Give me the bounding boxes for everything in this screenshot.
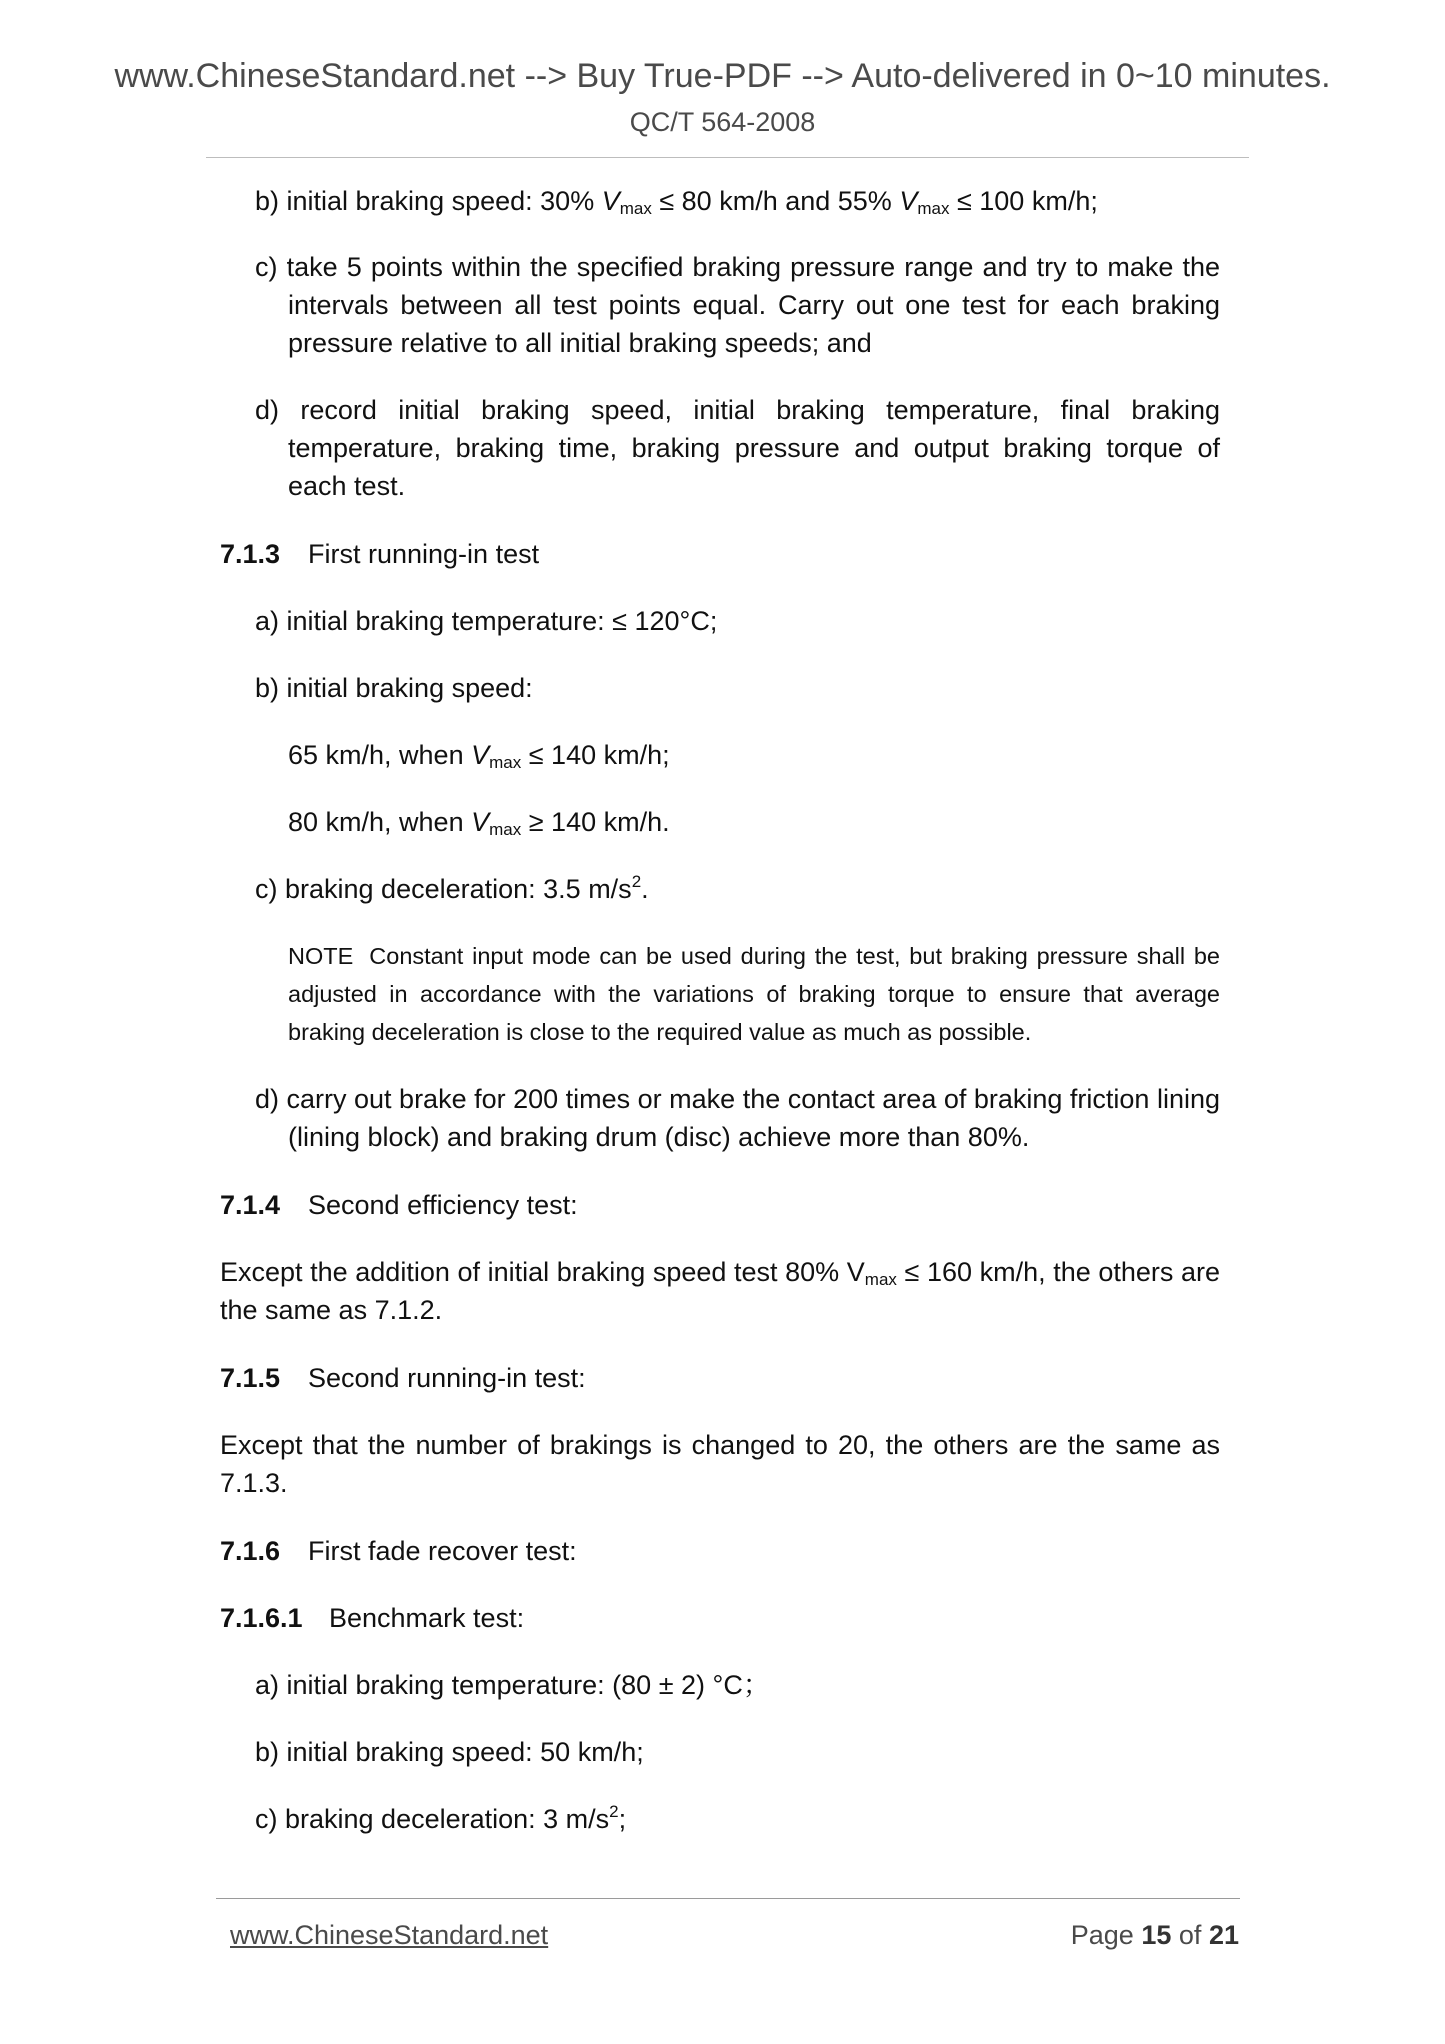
note-text: Constant input mode can be used during the test, but braking pressure shall be adjusted in accordance with the variations of braking torque to ensure that average braking deceleration is close to the required value as much as possible. <box>288 943 1220 1045</box>
speed-line-65: 65 km/h, when $V_{max} \le 140$ km/h; <box>288 740 670 772</box>
item-7-1-6-1-b: b) initial braking speed: 50 km/h; <box>255 1737 644 1767</box>
section-7-1-5-heading: 7.1.5 Second running-in test: <box>220 1363 586 1393</box>
header-divider <box>206 157 1249 158</box>
header-banner: www.ChineseStandard.net --> Buy True-PDF --> Auto-delivered in 0~10 minutes. <box>114 57 1331 95</box>
header-doc-code: QC/T 564-2008 <box>629 107 816 137</box>
item-7-1-3-d: d) carry out brake for 200 times or make the contact area of braking friction lining (lining block) and braking drum (disc) achieve more than 80%. <box>255 1084 1220 1152</box>
item-7-1-3-b: b) initial braking speed: <box>255 673 533 703</box>
item-d-record: d) record initial braking speed, initial braking temperature, final braking temperature, braking time, braking pressure and output braking torque of each test. <box>255 395 1220 501</box>
footer-page-number: Page 15 of 21 <box>1070 1920 1239 1950</box>
item-7-1-6-1-a: a) initial braking temperature: (80 ± 2) °C； <box>255 1670 770 1700</box>
item-c-test-points: c) take 5 points within the specified braking pressure range and try to make the intervals between all test points equal. Carry out one test for each braking pressure relative to all initial braking speeds; and <box>255 252 1220 358</box>
paragraph-7-1-4: Except the addition of initial braking speed test 80% $V_{max} \le 160$ km/h, the others are the same as 7.1.2. <box>220 1257 1220 1325</box>
item-7-1-3-c: c) braking deceleration: 3.5 $m/s^2$. <box>255 872 649 904</box>
section-7-1-3-heading: 7.1.3 First running-in test <box>220 539 540 569</box>
speed-line-80: 80 km/h, when $V_{max} \ge 140$ km/h. <box>288 807 670 839</box>
paragraph-7-1-5: Except that the number of brakings is changed to 20, the others are the same as 7.1.3. <box>220 1430 1220 1498</box>
section-7-1-6-1-heading: 7.1.6.1 Benchmark test: <box>220 1603 525 1633</box>
item-b-initial-braking-speed: b) initial braking speed: 30% $V_{max} \le 80$ km/h and 55% $V_{max} \le 100$ km/h; <box>255 186 1098 218</box>
section-7-1-4-heading: 7.1.4 Second efficiency test: <box>220 1190 578 1220</box>
footer-divider <box>216 1898 1240 1899</box>
page-body <box>220 182 1220 1838</box>
note-block <box>288 937 1220 1051</box>
footer-site-link[interactable]: www.ChineseStandard.net <box>230 1920 549 1950</box>
item-7-1-3-a: a) initial braking temperature: ≤ 120°C; <box>255 606 718 636</box>
item-7-1-6-1-c: c) braking deceleration: 3 $m/s^2$; <box>255 1802 627 1834</box>
section-7-1-6-heading: 7.1.6 First fade recover test: <box>220 1536 577 1566</box>
note-label: NOTE <box>288 943 354 969</box>
